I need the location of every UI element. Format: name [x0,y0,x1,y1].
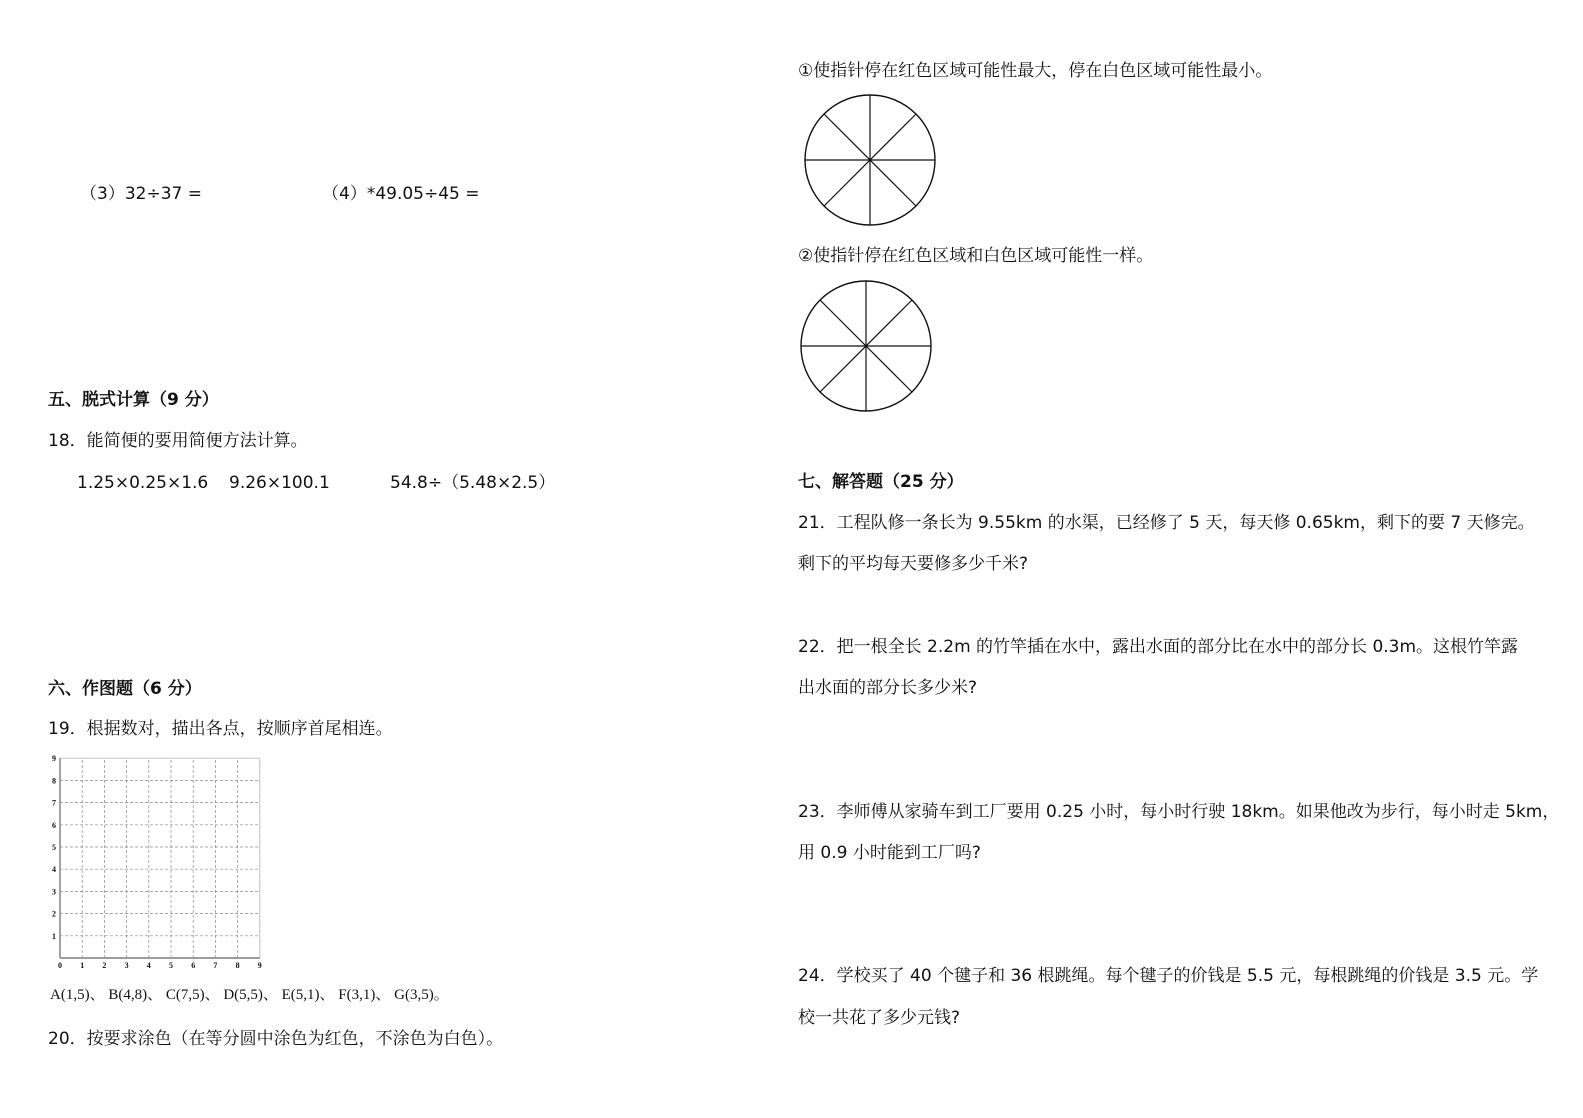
grid-y-label: 3 [52,887,56,897]
question-20: 20．按要求涂色（在等分圆中涂色为红色，不涂色为白色）。 [48,1029,504,1049]
question-21-line-1: 21．工程队修一条长为 9.55km 的水渠，已经修了 5 天，每天修 0.65km，剩下的要 7 天修完。 [798,513,1535,533]
grid-x-label: 5 [169,961,173,970]
point-list: A(1,5)、 B(4,8)、 C(7,5)、 D(5,5)、 E(5,1)、 F(3,1)、 G(3,5)。 [50,987,449,1003]
grid-x-label: 0 [58,961,62,970]
spinner-circle-2 [796,276,936,416]
grid-y-label: 5 [52,843,56,852]
grid-y-label: 8 [52,776,56,786]
question-22-line-1: 22．把一根全长 2.2m 的竹竿插在水中，露出水面的部分比在水中的部分长 0.3m。这根竹竿露 [798,637,1519,657]
requirement-1: ①使指针停在红色区域可能性最大，停在白色区域可能性最小。 [798,61,1273,81]
question-24-line-2: 校一共花了多少元钱? [798,1008,961,1028]
grid-x-label: 1 [80,961,85,970]
grid-y-label: 4 [52,865,56,875]
spinner-circle-1 [800,90,940,230]
problem-3: （3）32÷37 = [80,184,202,204]
grid-x-label: 8 [235,961,240,970]
question-19: 19．根据数对，描出各点，按顺序首尾相连。 [48,719,393,739]
requirement-2: ②使指针停在红色区域和白色区域可能性一样。 [798,246,1154,266]
grid-x-label: 3 [124,961,129,970]
grid-y-label: 6 [52,820,56,830]
section-7-title: 七、解答题（25 分） [798,472,964,492]
q18-item-2: 9.26×100.1 [229,473,330,493]
question-18: 18．能简便的要用简便方法计算。 [48,431,308,451]
coordinate-grid [45,752,275,982]
q18-item-3: 54.8÷（5.48×2.5） [390,473,556,493]
question-23-line-2: 用 0.9 小时能到工厂吗? [798,843,981,863]
grid-x-label: 9 [257,961,262,970]
section-5-title: 五、脱式计算（9 分） [48,390,219,410]
section-6-title: 六、作图题（6 分） [48,679,202,699]
question-24-line-1: 24．学校买了 40 个毽子和 36 根跳绳。每个毽子的价钱是 5.5 元，每根跳绳的价钱是 3.5 元。学 [798,966,1539,986]
grid-border [60,758,260,958]
question-23-line-1: 23．李师傅从家骑车到工厂要用 0.25 小时，每小时行驶 18km。如果他改为步行，每小时走 5km， [798,802,1560,822]
grid-x-label: 4 [146,961,151,970]
q18-item-1: 1.25×0.25×1.6 [77,473,209,493]
grid-y-label: 2 [52,909,56,919]
grid-x-label: 6 [191,961,196,970]
grid-y-label: 7 [52,798,56,808]
grid-y-label: 1 [52,931,56,941]
question-21-line-2: 剩下的平均每天要修多少千米? [798,554,1029,574]
grid-x-label: 7 [213,961,218,970]
problem-4: （4）*49.05÷45 = [322,184,480,204]
grid-y-label: 9 [52,754,56,764]
grid-x-label: 2 [102,961,107,970]
question-22-line-2: 出水面的部分长多少米? [798,678,978,698]
